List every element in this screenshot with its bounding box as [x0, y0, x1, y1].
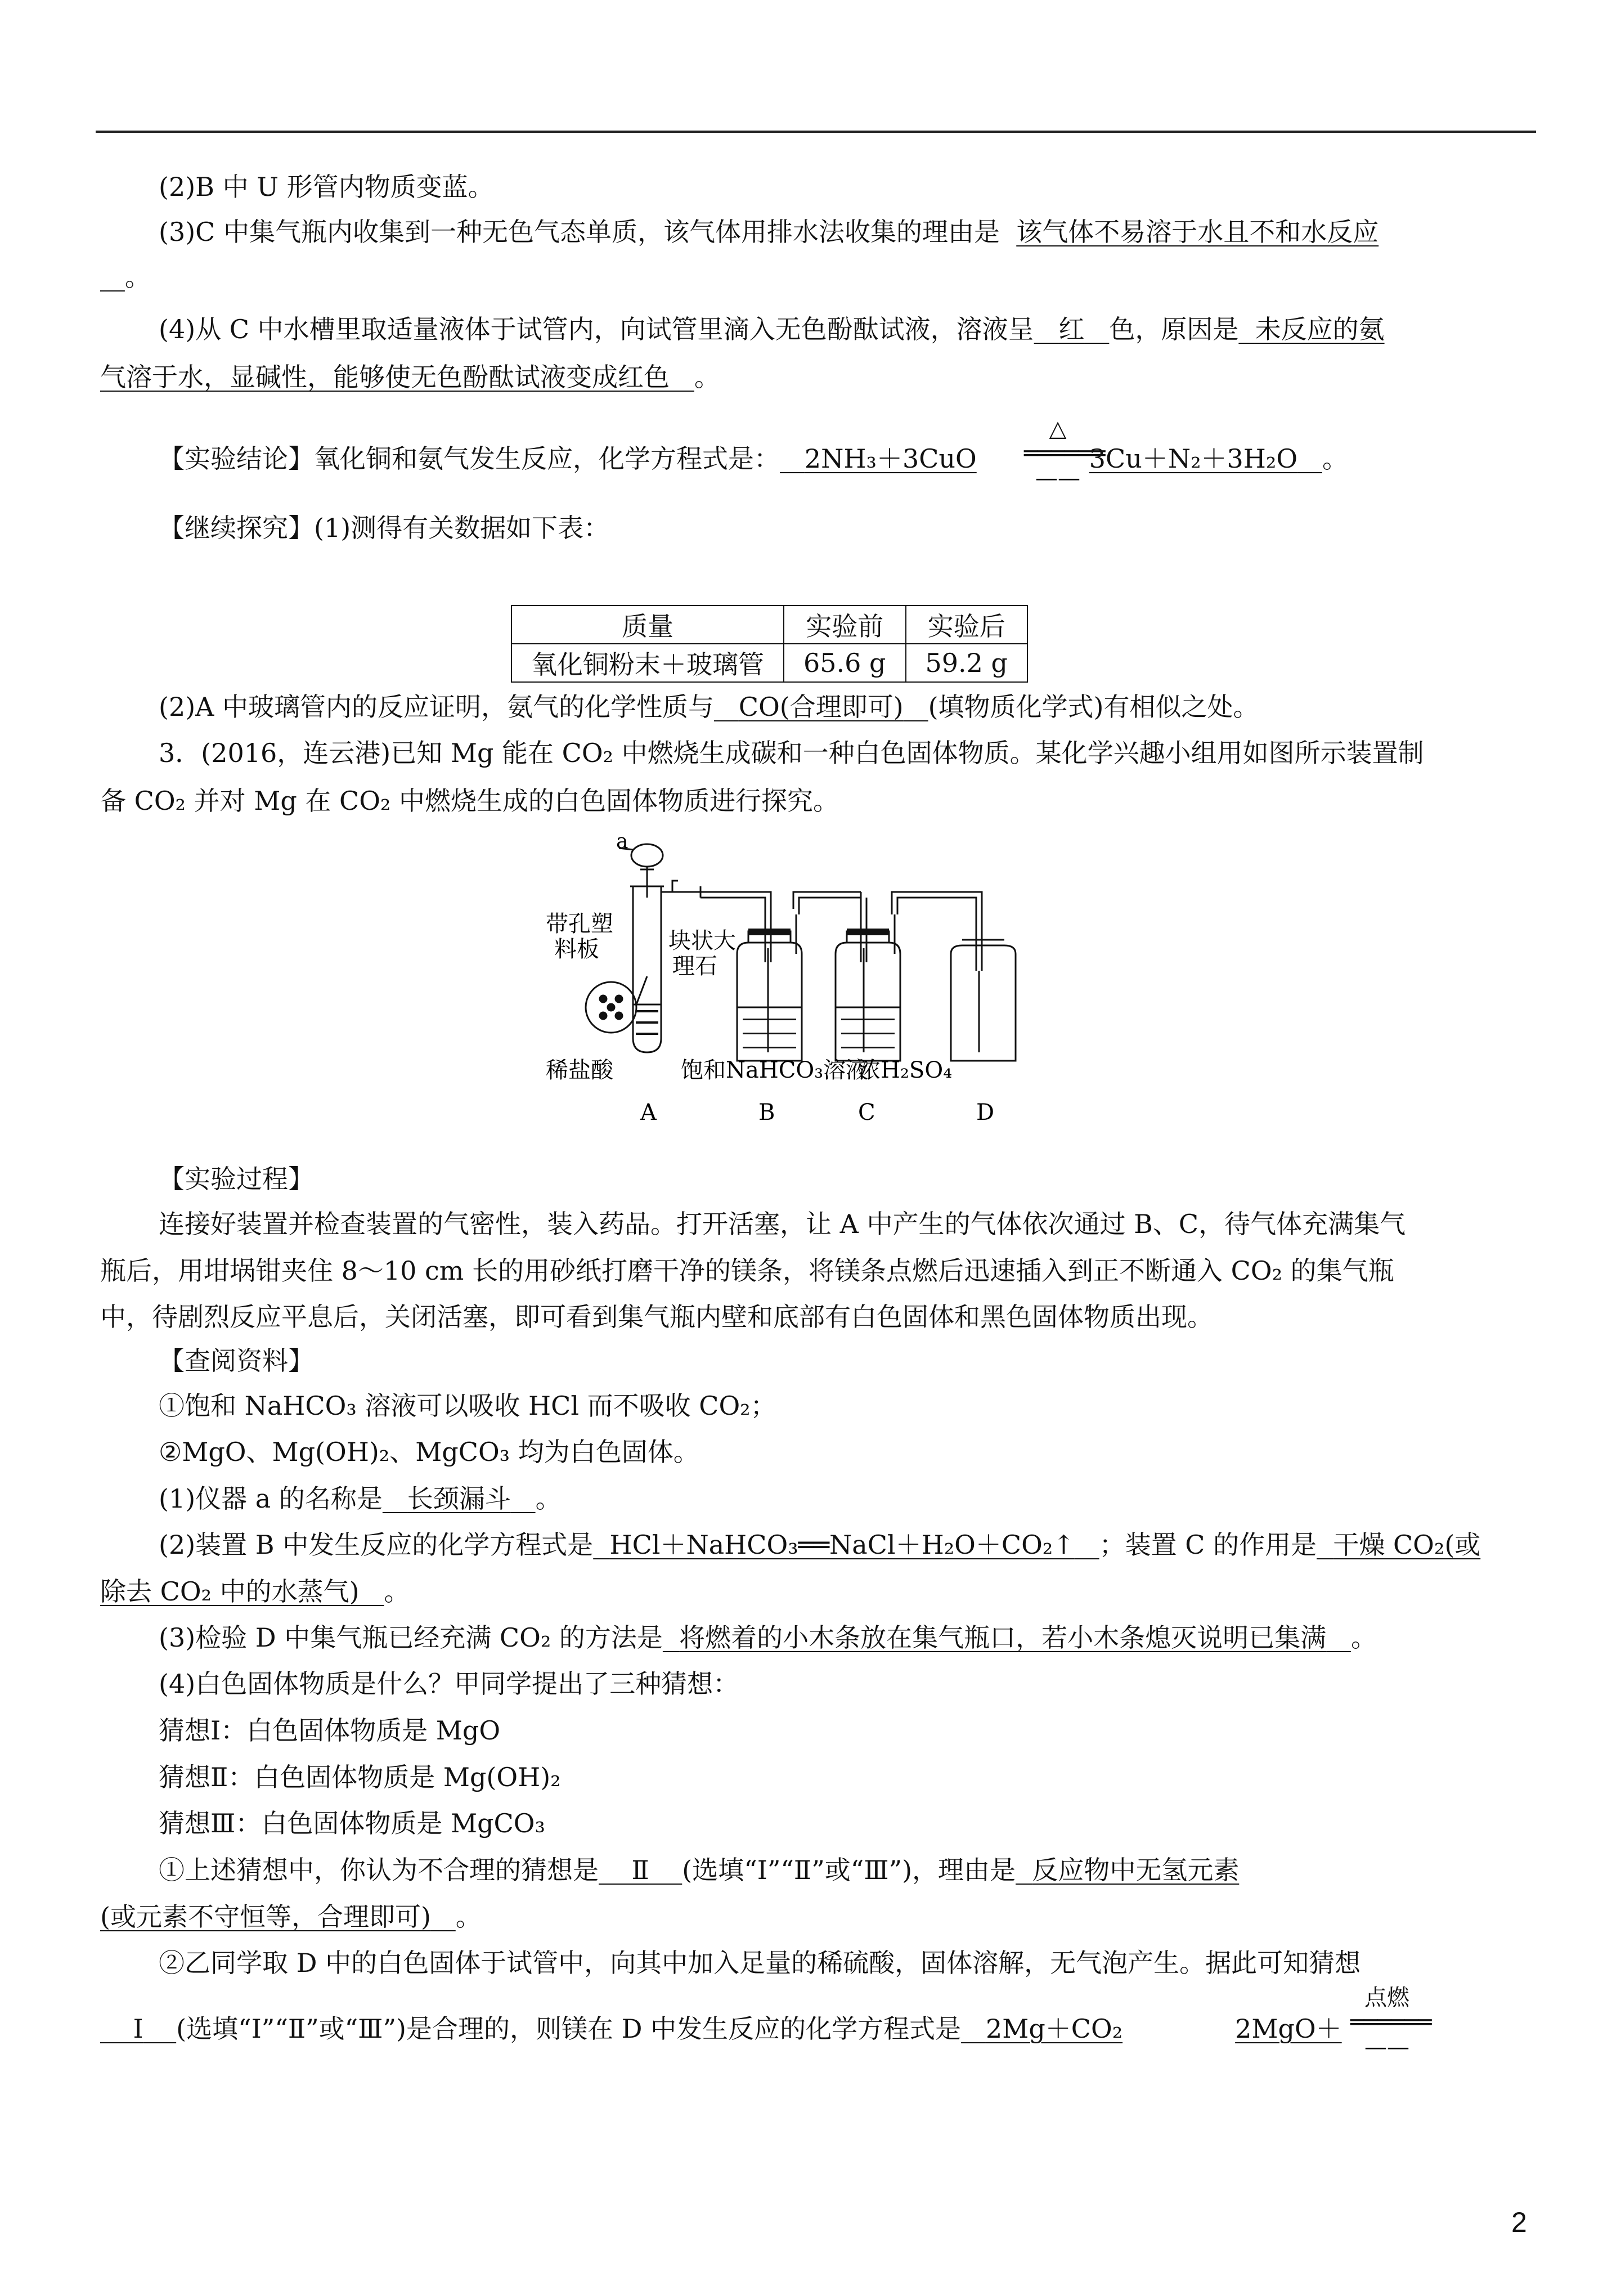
guess-3: 猜想Ⅲ：白色固体物质是 MgCO₃	[159, 1808, 545, 1838]
answer-c-role: 干燥 CO₂(或	[1333, 1530, 1481, 1560]
answer-color: 红	[1058, 314, 1085, 344]
answer-cause: 未反应的氨	[1255, 314, 1385, 344]
q3-line: (3)C 中集气瓶内收集到一种无色气态单质，该气体用排水法收集的理由是 该气体不易溶于水且不和水反应	[159, 217, 1379, 247]
table-cell: 65.6 g	[784, 644, 906, 682]
data-table	[511, 605, 1028, 683]
guess-2: 猜想Ⅱ：白色固体物质是 Mg(OH)₂	[159, 1762, 561, 1792]
q3-4-1: ①上述猜想中，你认为不合理的猜想是 Ⅱ (选填“Ⅰ”“Ⅱ”或“Ⅲ”)，理由是 反应物中无氢元素	[159, 1855, 1240, 1885]
q3-4-2-cont: Ⅰ (选填“Ⅰ”“Ⅱ”或“Ⅲ”)是合理的，则镁在 D 中发生反应的化学方程式是 2Mg＋CO₂ 2MgO＋	[133, 2014, 1342, 2044]
q3-4: (4)白色固体物质是什么？甲同学提出了三种猜想：	[159, 1669, 739, 1699]
table-header: 质量	[511, 606, 784, 644]
reference-1: ①饱和 NaHCO₃ 溶液可以吸收 HCl 而不吸收 CO₂；	[159, 1391, 776, 1421]
conclusion-line: 【实验结论】氧化铜和氨气发生反应，化学方程式是： 2NH₃＋3CuO 3Cu＋N₂＋3H₂O 。	[159, 443, 1348, 474]
label-D: D	[976, 1100, 995, 1125]
reference-2: ②MgO、Mg(OH)₂、MgCO₃ 均为白色固体。	[159, 1437, 699, 1467]
q2-similarity: (2)A 中玻璃管内的反应证明，氨气的化学性质与 CO(合理即可) (填物质化学式)有相似之处。	[159, 692, 1259, 722]
q4-line: (4)从 C 中水槽里取适量液体于试管内，向试管里滴入无色酚酞试液，溶液呈 红 色，原因是 未反应的氨	[159, 314, 1385, 344]
continue-line: 【继续探究】(1)测得有关数据如下表：	[159, 513, 610, 543]
process-text-1: 连接好装置并检查装置的气密性，装入药品。打开活塞，让 A 中产生的气体依次通过 B、C，待气体充满集气	[159, 1209, 1406, 1239]
label-B: B	[758, 1100, 775, 1125]
q4-line-2: 气溶于水，显碱性，能够使无色酚酞试液变成红色 。	[100, 362, 720, 392]
label-stone-2: 理石	[672, 953, 717, 979]
answer-co: CO(合理即可)	[738, 692, 904, 722]
table-header: 实验前	[784, 606, 906, 644]
label-c-reagent: 浓H₂SO₄	[858, 1057, 953, 1083]
page-number: 2	[1511, 2207, 1527, 2238]
label-plate-1: 带孔塑	[546, 911, 613, 937]
header-rule	[96, 131, 1536, 133]
q3-3: (3)检验 D 中集气瓶已经充满 CO₂ 的方法是 将燃着的小木条放在集气瓶口，若小木条熄灭说明已集满 。	[159, 1622, 1377, 1653]
process-text-2: 瓶后，用坩埚钳夹住 8～10 cm 长的用砂纸打磨干净的镁条，将镁条点燃后迅速插入到正不断通入 CO₂ 的集气瓶	[100, 1255, 1394, 1286]
label-stone-1: 块状大	[668, 928, 736, 954]
q2-text: (2)B 中 U 形管内物质变蓝。	[159, 172, 494, 202]
answer-check-full: 将燃着的小木条放在集气瓶口，若小木条熄灭说明已集满	[679, 1622, 1327, 1653]
answer-funnel: 长颈漏斗	[407, 1483, 511, 1514]
ignite-condition: 点燃 ══════ ——	[1350, 1985, 1432, 2060]
table-cell: 氧化铜粉末＋玻璃管	[511, 644, 784, 682]
table-cell: 59.2 g	[906, 644, 1028, 682]
q3-4-1-cont: (或元素不守恒等，合理即可) 。	[100, 1902, 482, 1932]
label-C: C	[858, 1100, 875, 1125]
q3-heading-2: 备 CO₂ 并对 Mg 在 CO₂ 中燃烧生成的白色固体物质进行探究。	[100, 786, 839, 816]
guess-1: 猜想Ⅰ：白色固体物质是 MgO	[159, 1715, 501, 1746]
label-A: A	[640, 1100, 657, 1125]
label-plate-2: 料板	[554, 936, 599, 962]
heat-condition: △ ══════ ——	[1024, 416, 1106, 491]
answer-equation-b: HCl＋NaHCO₃══NaCl＋H₂O＋CO₂↑	[609, 1530, 1075, 1560]
equation-right: 3Cu＋N₂＋3H₂O	[1089, 443, 1298, 474]
answer-unreasonable: Ⅱ	[631, 1855, 649, 1885]
table-header: 实验后	[906, 606, 1028, 644]
q3-4-2: ②乙同学取 D 中的白色固体于试管中，向其中加入足量的稀硫酸，固体溶解，无气泡产生。据此可知猜想	[159, 1948, 1361, 1978]
answer-reason-h: 反应物中无氢元素	[1032, 1855, 1240, 1885]
funnel-bulb	[631, 844, 663, 867]
answer-reasonable: Ⅰ	[133, 2014, 143, 2044]
label-acid: 稀盐酸	[546, 1057, 613, 1083]
q3-1: (1)仪器 a 的名称是 长颈漏斗 。	[159, 1483, 562, 1514]
process-text-3: 中，待剧烈反应平息后，关闭活塞，即可看到集气瓶内壁和底部有白色固体和黑色固体物质出现。	[100, 1302, 1213, 1332]
equation-left: 2NH₃＋3CuO	[804, 443, 977, 474]
apparatus-figure	[546, 830, 1108, 1128]
label-a: a	[616, 830, 628, 853]
q3-heading: 3．(2016，连云港)已知 Mg 能在 CO₂ 中燃烧生成碳和一种白色固体物质。某化学兴趣小组用如图所示装置制	[159, 738, 1424, 768]
reference-heading: 【查阅资料】	[159, 1346, 314, 1376]
equation-mg-right: 2MgO＋	[1235, 2014, 1342, 2044]
process-heading: 【实验过程】	[159, 1164, 314, 1194]
label-b-reagent: 饱和NaHCO₃溶液	[681, 1057, 869, 1083]
answer-reason: 该气体不易溶于水且不和水反应	[1016, 217, 1379, 247]
equation-mg-left: 2Mg＋CO₂	[985, 2014, 1123, 2044]
q3-line-end: 。	[124, 262, 151, 292]
q3-2: (2)装置 B 中发生反应的化学方程式是 HCl＋NaHCO₃══NaCl＋H₂O＋CO₂↑ ；装置 C 的作用是 干燥 CO₂(或	[159, 1530, 1481, 1560]
q3-2-cont: 除去 CO₂ 中的水蒸气) 。	[100, 1576, 410, 1607]
